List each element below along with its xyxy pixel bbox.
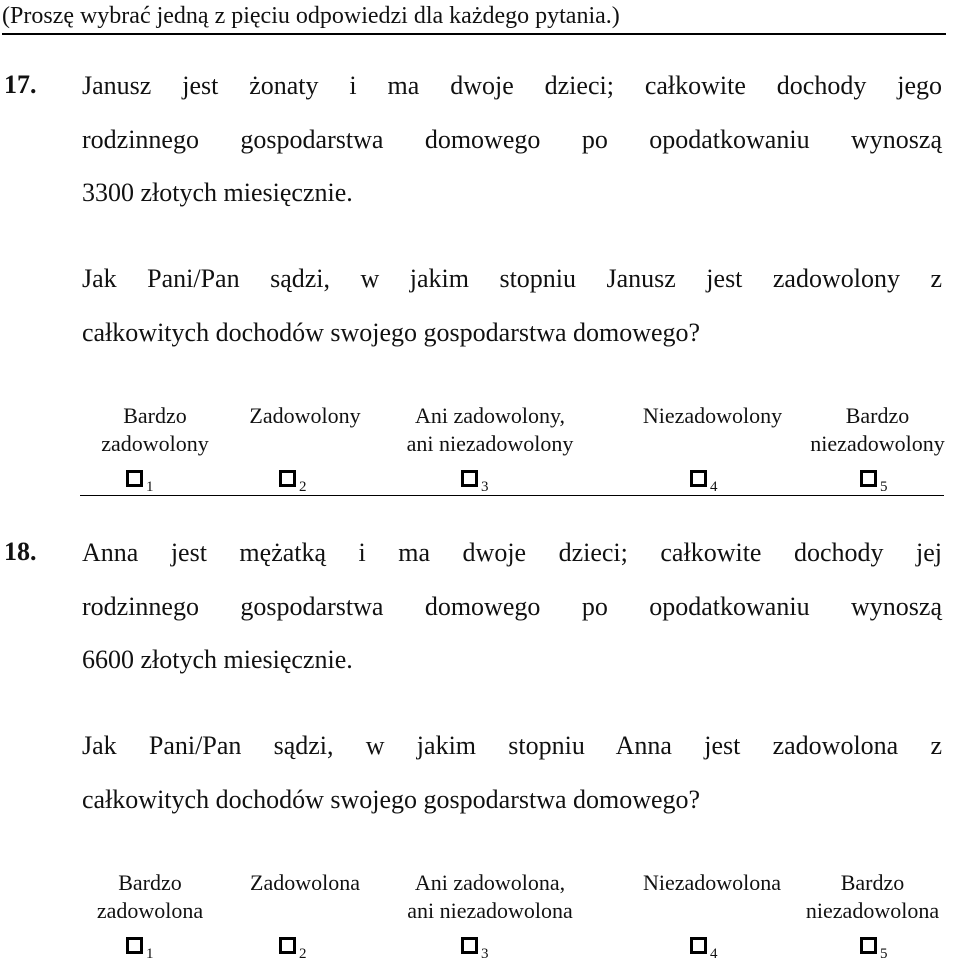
question-prompt-line: całkowitych dochodów swojego gospodarstwa domowego? bbox=[82, 785, 701, 814]
question-text-line: Janusz jest żonaty i ma dwoje dzieci; całkowite dochody jego bbox=[82, 71, 942, 100]
answer-checkbox-2[interactable] bbox=[279, 470, 296, 487]
answer-checkbox-3[interactable] bbox=[461, 937, 478, 954]
answer-checkbox-2[interactable] bbox=[279, 937, 296, 954]
question-text-line: rodzinnego gospodarstwa domowego po opodatkowaniu wynoszą bbox=[82, 125, 942, 154]
question-number: 18. bbox=[4, 537, 37, 566]
option-label: Niezadowolona bbox=[642, 870, 782, 895]
question-text-line: rodzinnego gospodarstwa domowego po opodatkowaniu wynoszą bbox=[82, 592, 942, 621]
question-prompt-line: całkowitych dochodów swojego gospodarstwa domowego? bbox=[82, 318, 701, 347]
checkbox-number: 4 bbox=[710, 479, 718, 495]
answer-checkbox-1[interactable] bbox=[126, 937, 143, 954]
answer-checkbox-3[interactable] bbox=[461, 470, 478, 487]
option-label: Bardzo zadowolona bbox=[96, 870, 204, 923]
answer-checkbox-4[interactable] bbox=[690, 470, 707, 487]
checkbox-number: 2 bbox=[299, 479, 307, 495]
question-prompt-line: Jak Pani/Pan sądzi, w jakim stopniu Anna jest zadowolona z bbox=[82, 731, 942, 760]
question-prompt-line: Jak Pani/Pan sądzi, w jakim stopniu Janusz jest zadowolony z bbox=[82, 264, 942, 293]
header-divider bbox=[2, 33, 946, 35]
option-label: Ani zadowolona, ani niezadowolona bbox=[407, 870, 573, 923]
checkbox-number: 2 bbox=[299, 946, 307, 962]
option-label: Bardzo niezadowolona bbox=[805, 870, 940, 923]
answer-checkbox-5[interactable] bbox=[860, 937, 877, 954]
question-text-line: Anna jest mężatką i ma dwoje dzieci; całkowite dochody jej bbox=[82, 538, 942, 567]
question-divider bbox=[80, 495, 944, 496]
checkbox-number: 5 bbox=[880, 479, 888, 495]
checkbox-number: 4 bbox=[710, 946, 718, 962]
answer-checkbox-1[interactable] bbox=[126, 470, 143, 487]
checkbox-number: 1 bbox=[146, 946, 154, 962]
option-label: Bardzo niezadowolony bbox=[810, 403, 945, 456]
option-label: Ani zadowolony, ani niezadowolony bbox=[406, 403, 574, 456]
option-label: Niezadowolony bbox=[642, 403, 783, 428]
answer-checkbox-5[interactable] bbox=[860, 470, 877, 487]
answer-checkbox-4[interactable] bbox=[690, 937, 707, 954]
question-number: 17. bbox=[4, 70, 37, 99]
question-text-line: 6600 złotych miesięcznie. bbox=[82, 645, 353, 674]
question-text-line: 3300 złotych miesięcznie. bbox=[82, 178, 353, 207]
option-label: Zadowolona bbox=[250, 870, 360, 895]
checkbox-number: 5 bbox=[880, 946, 888, 962]
checkbox-number: 3 bbox=[481, 946, 489, 962]
checkbox-number: 1 bbox=[146, 479, 154, 495]
instruction-header: (Proszę wybrać jedną z pięciu odpowiedzi dla każdego pytania.) bbox=[2, 3, 620, 29]
option-label: Bardzo zadowolony bbox=[101, 403, 209, 456]
option-label: Zadowolony bbox=[249, 403, 361, 428]
checkbox-number: 3 bbox=[481, 479, 489, 495]
